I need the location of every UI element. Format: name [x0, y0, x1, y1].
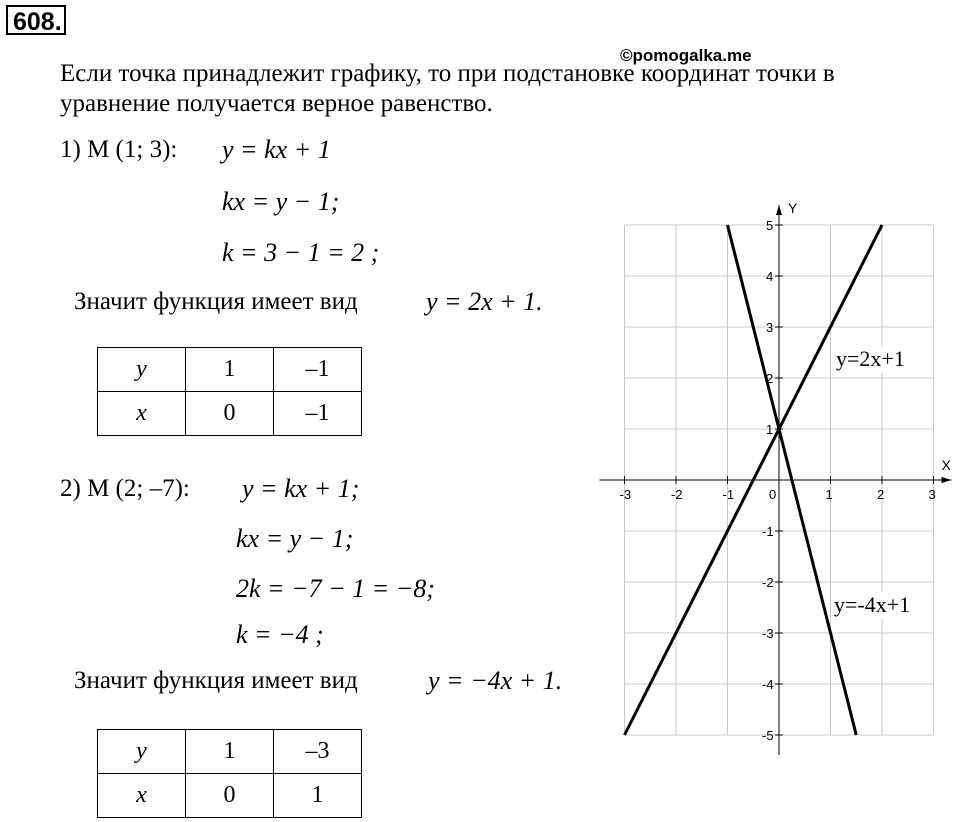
table-cell: 1 — [274, 774, 362, 818]
part2-eq1: y = kx + 1; — [242, 474, 360, 503]
table-cell: 0 — [186, 774, 274, 818]
y-axis-label: Y — [788, 200, 798, 216]
table-header-cell: y — [98, 348, 186, 392]
table-cell: –1 — [274, 348, 362, 392]
y-tick-label: 3 — [766, 320, 774, 335]
table-cell: 1 — [186, 348, 274, 392]
y-tick-label: 1 — [766, 422, 774, 437]
part2-eq2: kx = y − 1; — [236, 524, 354, 553]
series-label: y=-4x+1 — [834, 592, 911, 617]
part1-label: 1) М (1; 3): — [60, 136, 178, 163]
table-header-cell: x — [98, 392, 186, 436]
y-tick-label: -5 — [762, 728, 774, 743]
x-tick-label: -2 — [671, 487, 683, 502]
x-tick-label: -1 — [722, 487, 735, 502]
problem-number: 608. — [6, 5, 66, 35]
table-header-cell: x — [98, 774, 186, 818]
x-tick-label: 3 — [928, 487, 936, 502]
y-tick-label: 5 — [766, 218, 774, 233]
part1-conclusion-equation: y = 2x + 1. — [426, 287, 543, 316]
y-tick-label: 2 — [766, 371, 774, 386]
part2-conclusion-text: Значит функция имеет вид — [74, 667, 358, 694]
watermark: ©pomogalka.me — [620, 46, 752, 65]
y-tick-label: 4 — [766, 269, 774, 284]
y-tick-label: -3 — [762, 626, 774, 641]
table-cell: –3 — [274, 730, 362, 774]
y-tick-label: -1 — [762, 524, 774, 539]
part2-conclusion-equation: y = −4x + 1. — [428, 666, 563, 695]
y-axis-arrow — [776, 205, 782, 215]
table-cell: 1 — [186, 730, 274, 774]
x-axis-arrow — [942, 477, 952, 483]
table-cell: –1 — [274, 392, 362, 436]
y-tick-label: -4 — [762, 677, 774, 692]
part1-eq1: y = kx + 1 — [222, 135, 331, 164]
x-tick-label: 0 — [769, 487, 777, 502]
part1-eq3: k = 3 − 1 = 2 ; — [222, 238, 380, 267]
part2-label: 2) М (2; –7): — [60, 475, 190, 502]
x-tick-label: 2 — [877, 487, 885, 502]
table-cell: 0 — [186, 392, 274, 436]
x-tick-label: -3 — [619, 487, 632, 502]
intro-line-2: уравнение получается верное равенство. — [60, 90, 493, 117]
part1-conclusion-text: Значит функция имеет вид — [74, 288, 358, 315]
part2-eq3: 2k = −7 − 1 = −8; — [236, 574, 435, 603]
y-tick-label: -2 — [762, 575, 774, 590]
part2-eq4: k = −4 ; — [236, 620, 324, 649]
x-tick-label: 1 — [825, 487, 833, 502]
intro-line-1: Если точка принадлежит графику, то при подстановке координат точки в — [60, 60, 835, 87]
table-header-cell: y — [98, 730, 186, 774]
part1-eq2: kx = y − 1; — [222, 187, 340, 216]
x-axis-label: X — [941, 457, 951, 473]
series-label: y=2x+1 — [836, 346, 905, 371]
